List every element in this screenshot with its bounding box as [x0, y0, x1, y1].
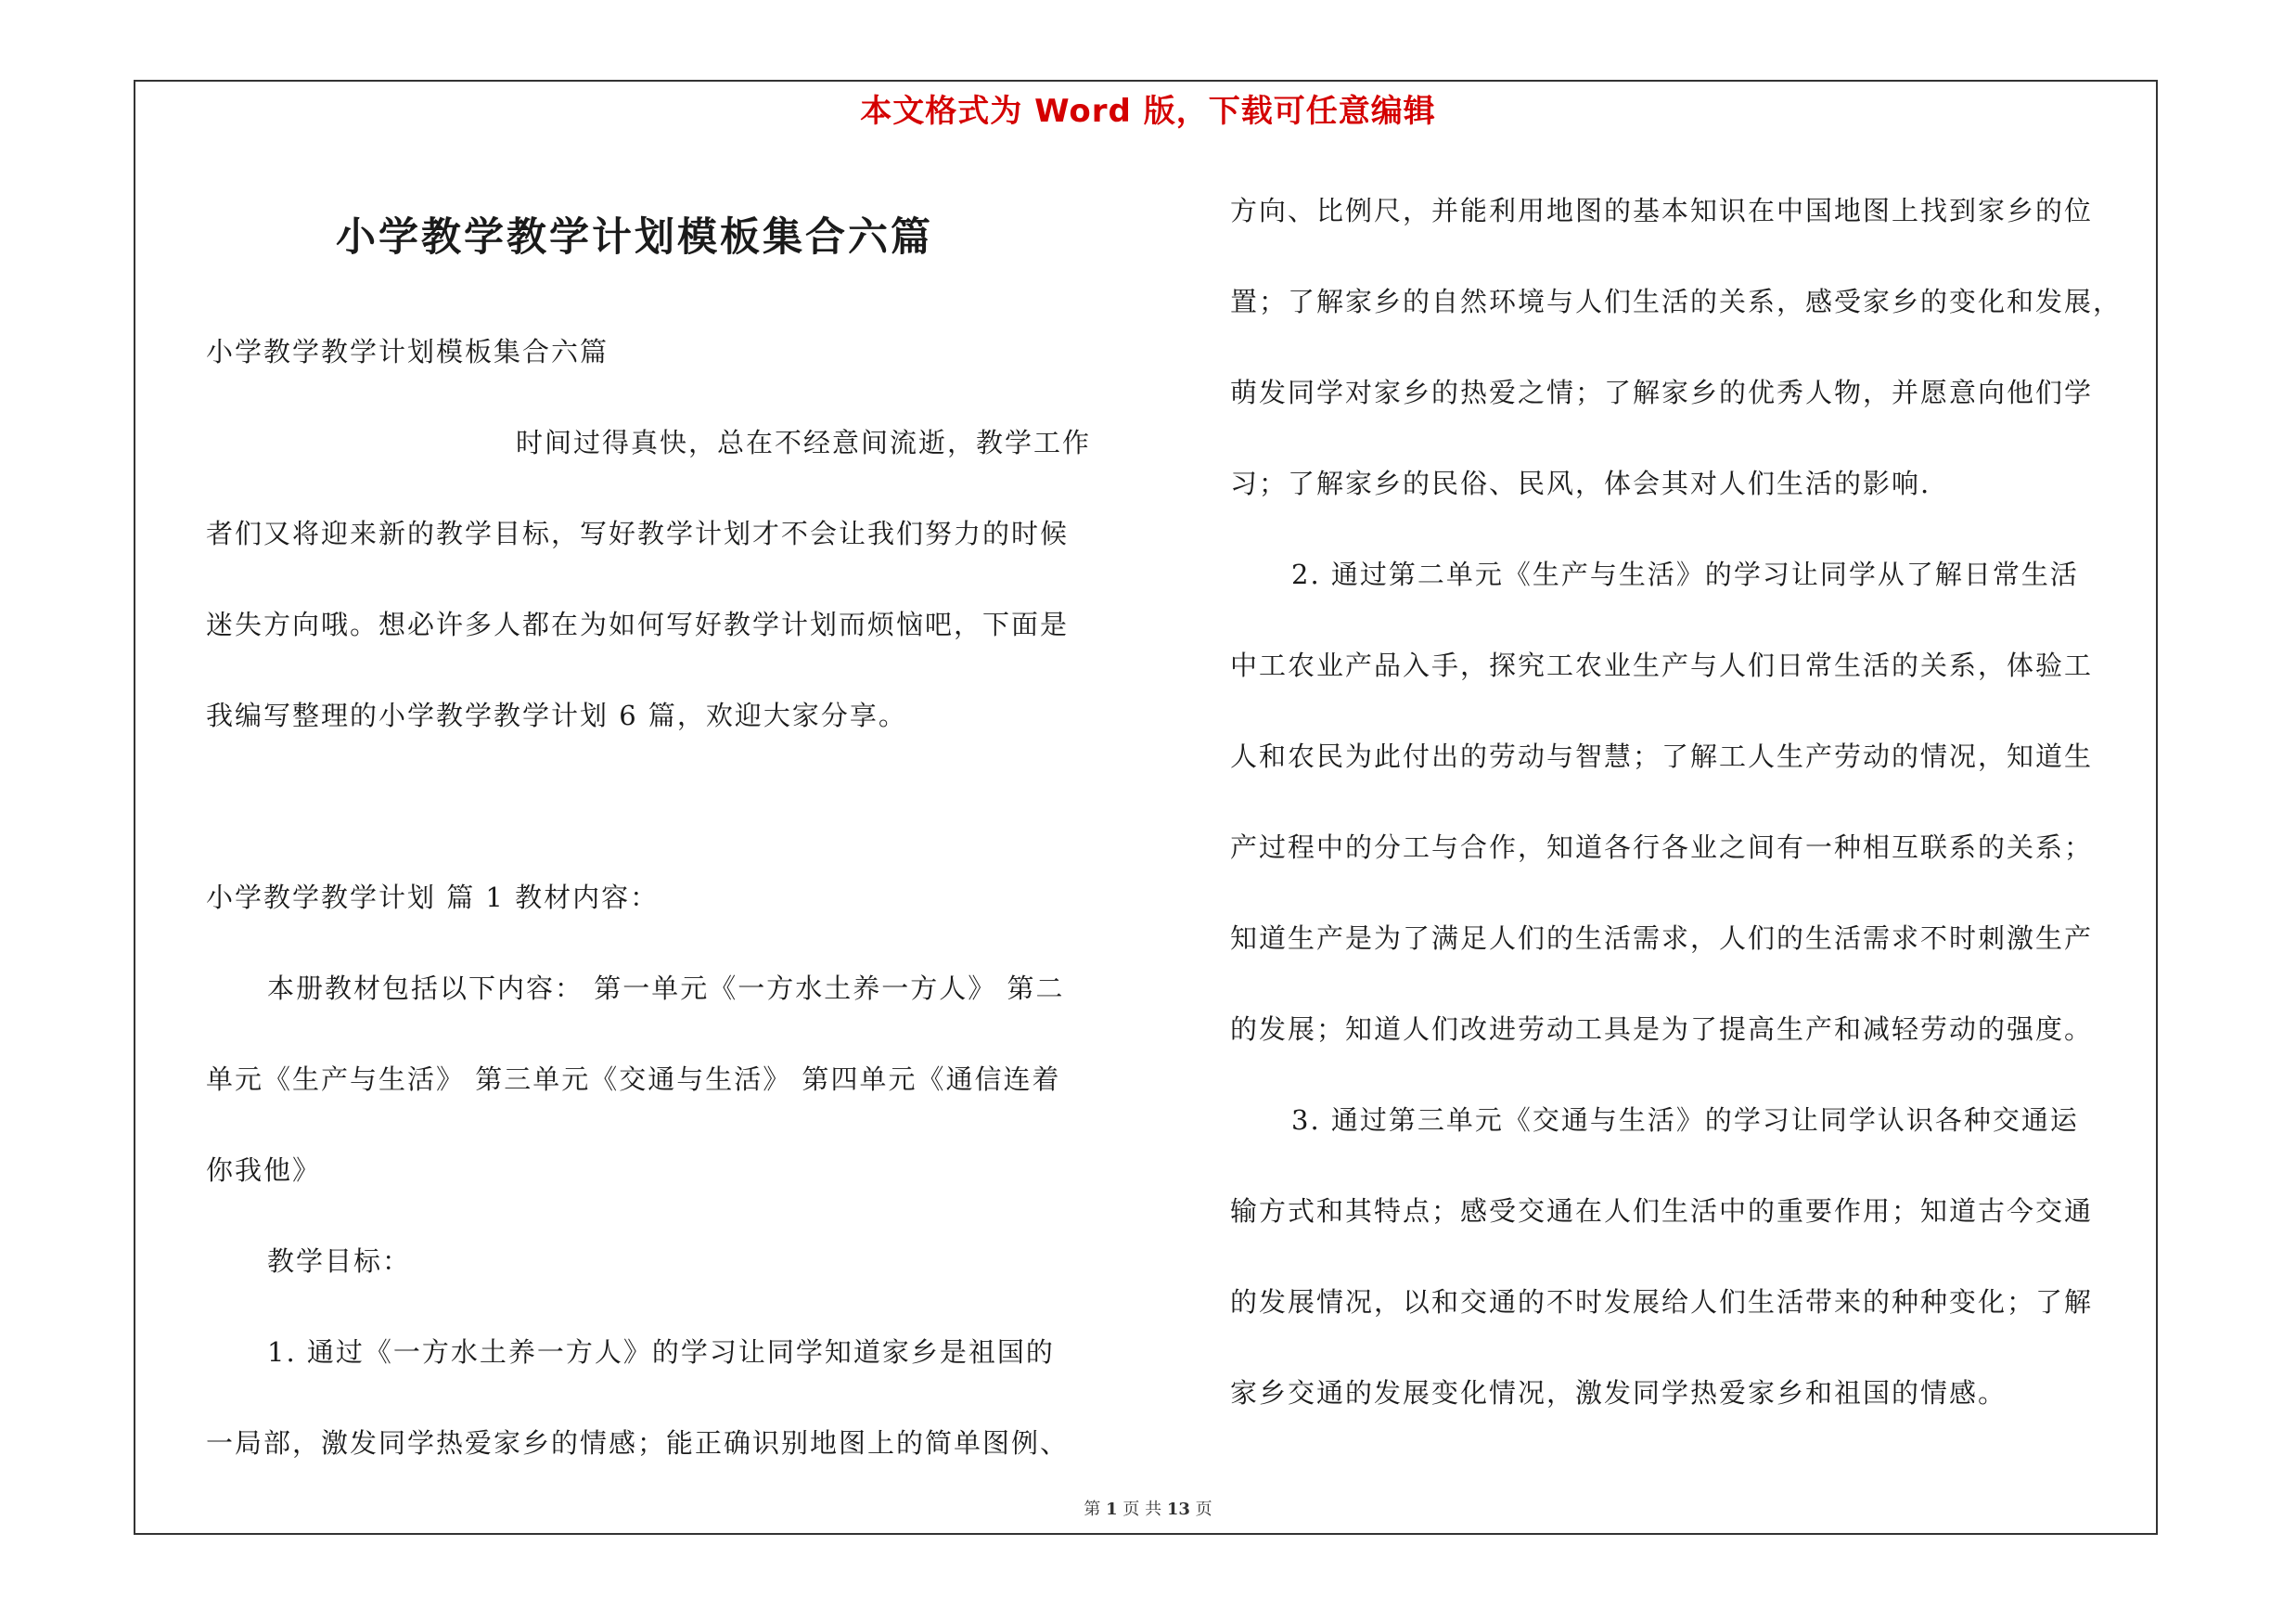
paragraph-line: 方向、比例尺，并能利用地图的基本知识在中国地图上找到家乡的位 [1230, 195, 2094, 226]
paragraph-line: 一局部，激发同学热爱家乡的情感；能正确识别地图上的简单图例、 [206, 1427, 1070, 1459]
document-title: 小学教学教学计划模板集合六篇 [336, 214, 933, 261]
current-page-number: 1 [1106, 1500, 1118, 1519]
format-banner: 本文格式为 Word 版，下载可任意编辑 [860, 93, 1436, 130]
paragraph-line: 萌发同学对家乡的热爱之情；了解家乡的优秀人物，并愿意向他们学 [1230, 377, 2094, 408]
paragraph-line: 家乡交通的发展变化情况，激发同学热爱家乡和祖国的情感。 [1230, 1377, 2007, 1409]
paragraph-line: 产过程中的分工与合作，知道各行各业之间有一种相互联系的关系； [1230, 831, 2094, 863]
footer-middle: 页 共 [1122, 1500, 1162, 1519]
paragraph-line: 1. 通过《一方水土养一方人》的学习让同学知道家乡是祖国的 [267, 1336, 1055, 1368]
footer-suffix: 页 [1195, 1500, 1212, 1519]
paragraph-line: 3. 通过第三单元《交通与生活》的学习让同学认识各种交通运 [1291, 1104, 2079, 1136]
paragraph-line: 者们又将迎来新的教学目标，写好教学计划才不会让我们努力的时候 [206, 518, 1070, 549]
subsection-heading: 教学目标： [267, 1245, 412, 1277]
paragraph-line: 的发展情况，以和交通的不时发展给人们生活带来的种种变化；了解 [1230, 1286, 2094, 1318]
paragraph-line: 2. 通过第二单元《生产与生活》的学习让同学从了解日常生活 [1291, 559, 2079, 590]
paragraph-line: 单元《生产与生活》 第三单元《交通与生活》 第四单元《通信连着 [206, 1063, 1061, 1095]
paragraph-line: 输方式和其特点；感受交通在人们生活中的重要作用；知道古今交通 [1230, 1195, 2094, 1227]
paragraph-line: 我编写整理的小学教学教学计划 6 篇，欢迎大家分享。 [206, 700, 907, 731]
footer-prefix: 第 [1084, 1500, 1101, 1519]
paragraph-line: 的发展；知道人们改进劳动工具是为了提高生产和减轻劳动的强度。 [1230, 1013, 2094, 1045]
paragraph-line: 知道生产是为了满足人们的生活需求，人们的生活需求不时刺激生产 [1230, 922, 2094, 954]
page-footer [0, 1496, 2296, 1520]
total-page-count: 13 [1166, 1500, 1190, 1519]
paragraph-line: 迷失方向哦。想必许多人都在为如何写好教学计划而烦恼吧，下面是 [206, 609, 1070, 640]
paragraph-line: 你我他》 [206, 1154, 322, 1186]
paragraph-line: 习；了解家乡的民俗、民风，体会其对人们生活的影响. [1230, 468, 1931, 499]
subtitle-line: 小学教学教学计划模板集合六篇 [206, 336, 609, 367]
paragraph-line: 中工农业产品入手，探究工农业生产与人们日常生活的关系，体验工 [1230, 650, 2094, 681]
paragraph-line: 本册教材包括以下内容： 第一单元《一方水土养一方人》 第二 [267, 973, 1065, 1004]
section-heading: 小学教学教学计划 篇 1 教材内容： [206, 882, 660, 913]
paragraph-line: 置；了解家乡的自然环境与人们生活的关系，感受家乡的变化和发展， [1230, 286, 2123, 317]
paragraph-line: 时间过得真快，总在不经意间流逝，教学工作 [516, 427, 1092, 458]
paragraph-line: 人和农民为此付出的劳动与智慧；了解工人生产劳动的情况，知道生 [1230, 741, 2094, 772]
